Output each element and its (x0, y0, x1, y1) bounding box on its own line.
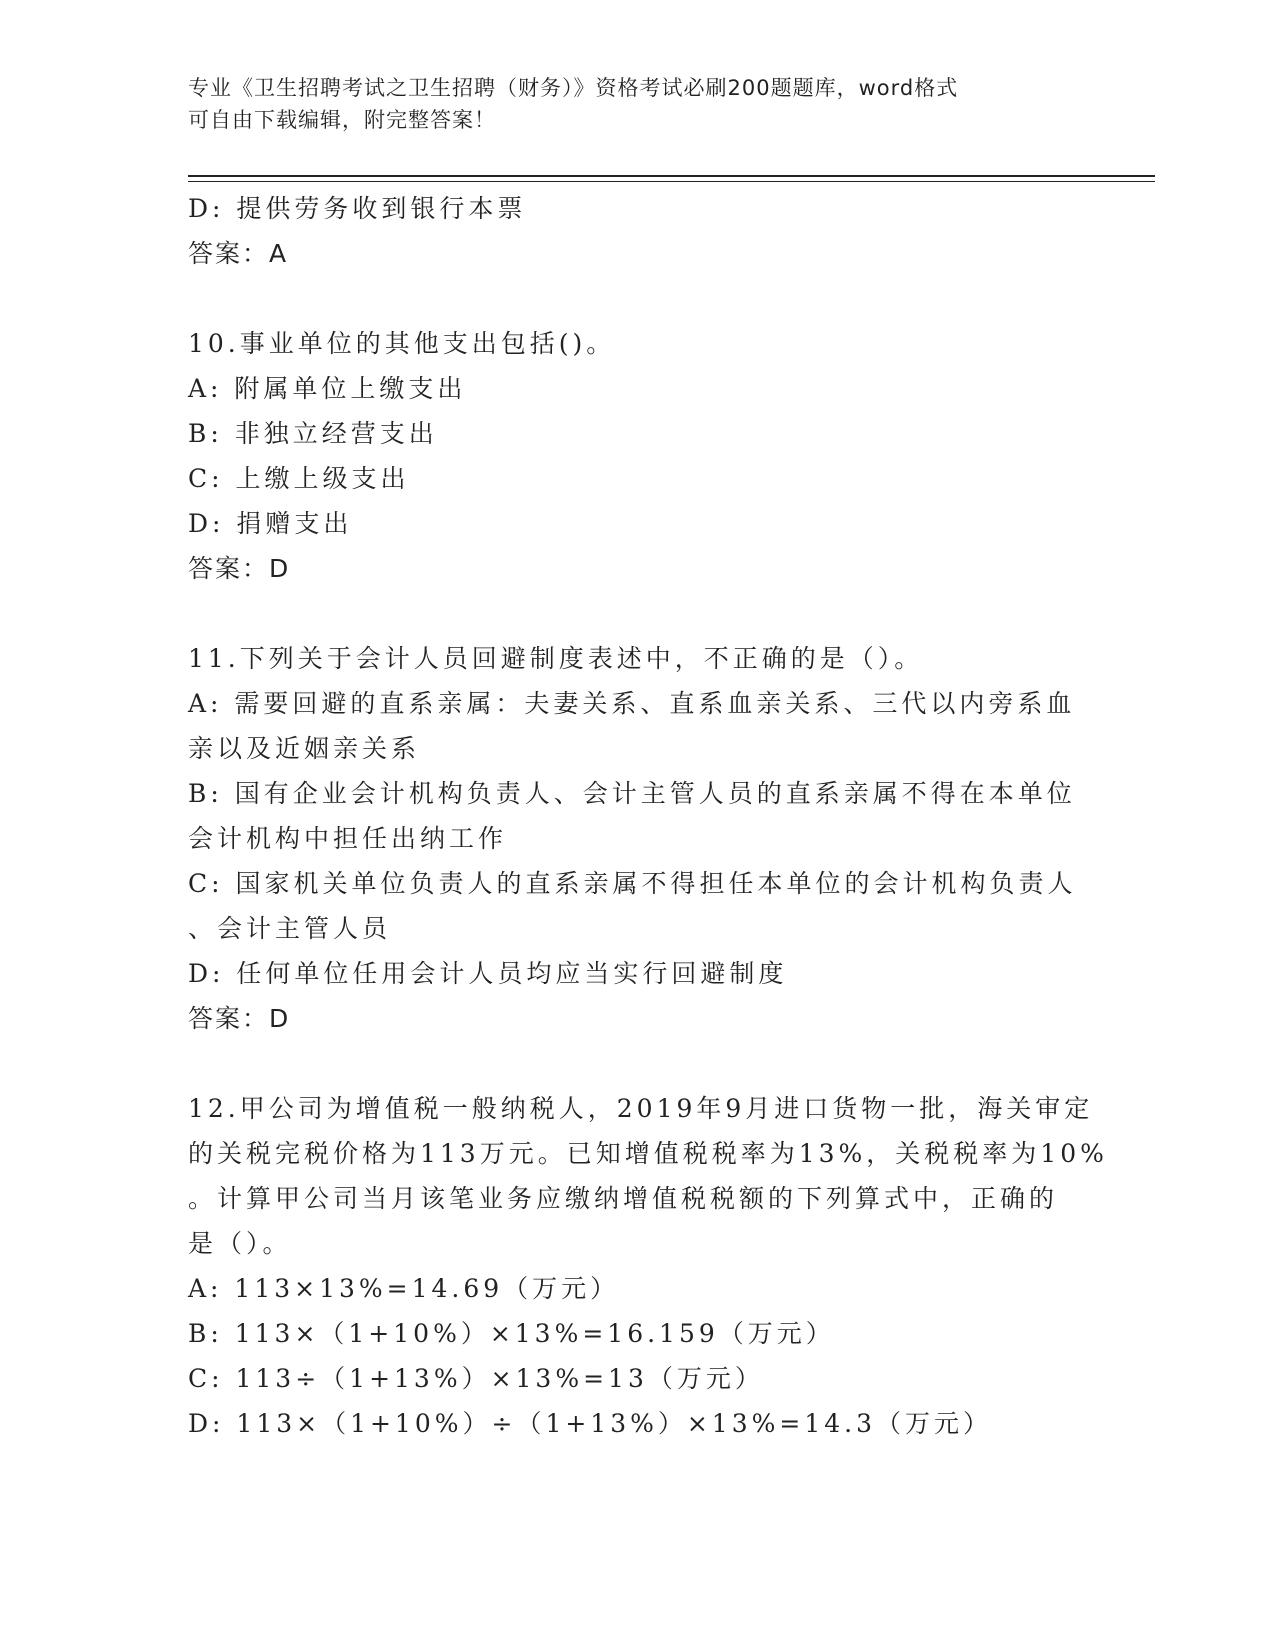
answer: 答案：D (188, 554, 291, 583)
option-d: D: 任何单位任用会计人员均应当实行回避制度 (188, 959, 788, 988)
option-c: C: 113÷（1+13%）×13%=13（万元） (188, 1364, 764, 1393)
option-a-line-2: 亲以及近姻亲关系 (188, 734, 421, 763)
header-line-2: 可自由下载编辑，附完整答案！ (188, 108, 496, 132)
option-d: D: 提供劳务收到银行本票 (188, 194, 527, 223)
option-c-line-2: 、会计主管人员 (188, 914, 392, 943)
option-b: B: 非独立经营支出 (188, 419, 438, 448)
option-b: B: 113×（1+10%）×13%=16.159（万元） (188, 1319, 835, 1348)
option-a-line-1: A: 需要回避的直系亲属：夫妻关系、直系血亲关系、三代以内旁系血 (188, 689, 1076, 718)
question-11 (188, 636, 1088, 1041)
spacer (188, 1041, 1088, 1086)
previous-question-tail (188, 186, 1088, 276)
option-b-line-2: 会计机构中担任出纳工作 (188, 824, 508, 853)
header-rule-thick (188, 175, 1155, 177)
document-body (188, 186, 1108, 1446)
question-stem-line-3: 。计算甲公司当月该笔业务应缴纳增值税税额的下列算式中，正确的 (188, 1184, 1059, 1213)
question-stem: 10.事业单位的其他支出包括()。 (188, 329, 616, 358)
header-rule-thin (188, 181, 1155, 182)
question-stem-line-2: 的关税完税价格为113万元。已知增值税税率为13%，关税税率为10% (188, 1139, 1108, 1168)
answer: 答案：A (188, 239, 289, 268)
question-stem-line-1: 12.甲公司为增值税一般纳税人，2019年9月进口货物一批，海关审定 (188, 1094, 1094, 1123)
question-12 (188, 1086, 1108, 1446)
document-header (188, 72, 1088, 136)
option-c-line-1: C: 国家机关单位负责人的直系亲属不得担任本单位的会计机构负责人 (188, 869, 1077, 898)
option-d: D: 113×（1+10%）÷（1+13%）×13%=14.3（万元） (188, 1409, 992, 1438)
answer: 答案：D (188, 1004, 291, 1033)
option-b-line-1: B: 国有企业会计机构负责人、会计主管人员的直系亲属不得在本单位 (188, 779, 1076, 808)
option-a: A: 113×13%=14.69（万元） (188, 1274, 620, 1303)
question-stem-line-4: 是（）。 (188, 1229, 292, 1258)
spacer (188, 591, 1088, 636)
spacer (188, 276, 1088, 321)
question-stem: 11.下列关于会计人员回避制度表述中，不正确的是（）。 (188, 644, 924, 673)
option-c: C: 上缴上级支出 (188, 464, 410, 493)
option-a: A: 附属单位上缴支出 (188, 374, 467, 403)
header-line-1: 专业《卫生招聘考试之卫生招聘（财务）》资格考试必刷200题题库，word格式 (188, 76, 959, 100)
question-10 (188, 321, 1088, 591)
option-d: D: 捐赠支出 (188, 509, 353, 538)
